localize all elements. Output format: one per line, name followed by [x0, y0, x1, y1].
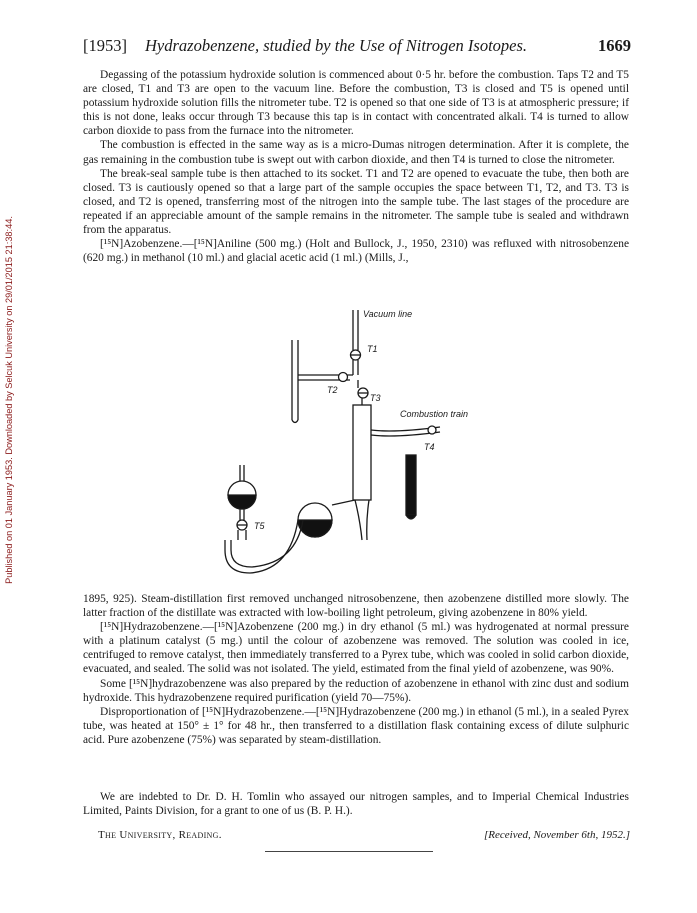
paragraph: Degassing of the potassium hydroxide solution is commenced about 0·5 hr. before the combustion. Taps T2 and T5 are closed, T1 and T3 are open to the vacuum line. Before the combustion, T3 is closed and T5 is opened until potassium hydroxide solution fills the nitrometer tube. T2 is opened so that one side of T3 is at atmospheric pressure; if this is not done, leaks occur through T3 because this tap is in contact with concentrated alkali. T4 is turned to allow carbon dioxide to pass from the furnace into the nitrometer.: [83, 69, 629, 138]
institution: The University, Reading.: [98, 829, 222, 841]
paragraph: Some [¹⁵N]hydrazobenzene was also prepared by the reduction of azobenzene in ethanol with zinc dust and sodium hydroxide. This hydrazobenzene required purification (yield 70—75%).: [83, 677, 629, 704]
running-header: [83, 36, 631, 62]
label-t3: T3: [370, 393, 381, 403]
paragraph: [¹⁵N]Azobenzene.—[¹⁵N]Aniline (500 mg.) (Holt and Bullock, J., 1950, 2310) was refluxed with nitrosobenzene (620 mg.) in methanol (10 ml.) and glacial acetic acid (1 ml.) (Mills, J.,: [83, 238, 629, 265]
paragraph: [¹⁵N]Hydrazobenzene.—[¹⁵N]Azobenzene (200 mg.) in dry ethanol (5 ml.) was hydrogenated at normal pressure with a platinum catalyst (5 mg.) until the colour of azobenzene was removed. The solution was cooled in ice, centrifuged to remove catalyst, then immediately transferred to a Pyrex tube, which was cooled in solid carbon dioxide, evacuated, and sealed. The solid was not isolated. The yield, estimated from the final yield of azobenzene, was 90%.: [83, 621, 629, 676]
body-text-top: [83, 68, 629, 265]
label-t2: T2: [327, 385, 338, 395]
label-combustion-train: Combustion train: [400, 409, 469, 419]
apparatus-figure: [210, 305, 500, 585]
paragraph: 1895, 925). Steam-distillation first removed unchanged nitrosobenzene, then azobenzene distilled more slowly. The latter fraction of the distillate was extracted with low-boiling light petroleum, giving azobenzene in 80% yield.: [83, 593, 629, 620]
paragraph: The combustion is effected in the same way as is a micro-Dumas nitrogen determination. After it is complete, the gas remaining in the combustion tube is swept out with carbon dioxide, and then T4 is turned to close the nitrometer.: [83, 139, 629, 166]
paragraph: The break-seal sample tube is then attached to its socket. T1 and T2 are opened to evacuate the tube, then both are closed. T3 is cautiously opened so that a large part of the sample occupies the space between T1, T2, and T3. T3 is closed, and T2 is opened, transferring most of the nitrogen into the sample tube. The last stages of the procedure are repeated if an appreciable amount of the sample remains in the nitrometer. The sample tube is sealed and withdrawn from the apparatus.: [83, 167, 629, 237]
header-year: [1953]: [83, 36, 127, 55]
header-title: Hydrazobenzene, studied by the Use of Nitrogen Isotopes.: [145, 36, 528, 55]
acknowledgement: We are indebted to Dr. D. H. Tomlin who assayed our nitrogen samples, and to Imperial Chemical Industries Limited, Paints Division, for a grant to one of us (B. P. H.).: [83, 791, 629, 818]
acknowledgement-section: [83, 790, 629, 818]
apparatus-diagram: [210, 305, 500, 585]
label-vacuum-line: Vacuum line: [363, 309, 413, 319]
page-number: 1669: [598, 36, 631, 55]
received-date: [Received, November 6th, 1952.]: [483, 829, 630, 841]
label-t4: T4: [424, 442, 435, 452]
label-t5: T5: [254, 521, 265, 531]
download-watermark: [2, 150, 16, 650]
end-rule: [265, 851, 433, 852]
body-text-bottom: [83, 592, 629, 747]
download-watermark-text: Published on 01 January 1953. Downloaded by Selcuk University on 29/01/2015 21:38:44.: [4, 216, 14, 584]
paragraph: Disproportionation of [¹⁵N]Hydrazobenzene.—[¹⁵N]Hydrazobenzene (200 mg.) in ethanol (5 ml.), in a sealed Pyrex tube, was heated at 150° ± 1° for 48 hr., then transferred to a distillation flask containing excess of dilute sulphuric acid. Pure azobenzene (75%) was separated by steam-distillation.: [83, 705, 629, 746]
label-t1: T1: [367, 344, 378, 354]
